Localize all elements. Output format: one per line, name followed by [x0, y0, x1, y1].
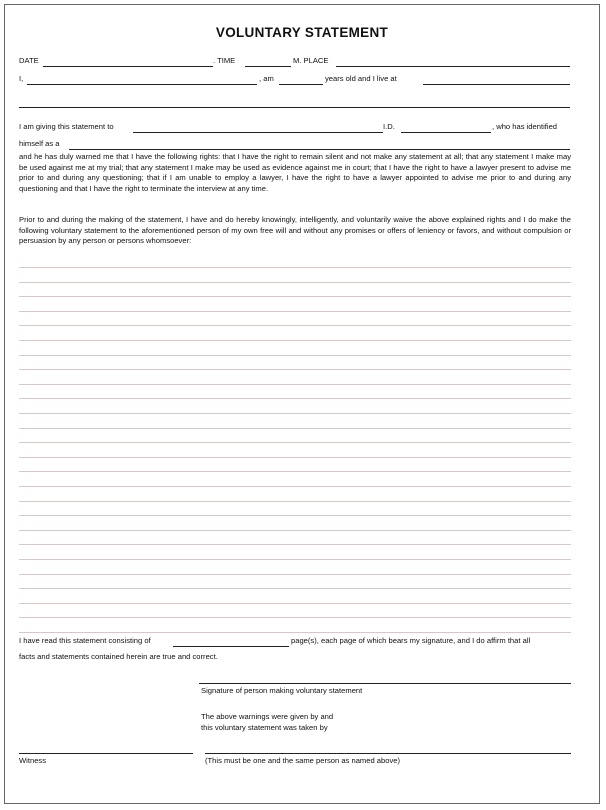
mplace-label: M. PLACE [293, 56, 329, 65]
statement-line[interactable] [19, 530, 571, 531]
years-old-label: years old and I live at [325, 74, 397, 83]
date-field[interactable] [43, 66, 213, 67]
age-field[interactable] [279, 84, 323, 85]
who-identified-label: , who has identified [492, 122, 558, 131]
statement-line[interactable] [19, 486, 571, 487]
i-label: I, [19, 74, 24, 83]
signature-label: Signature of person making voluntary statement [201, 686, 363, 695]
read-statement-line2: facts and statements contained herein are true and correct. [19, 652, 218, 661]
statement-line[interactable] [19, 617, 571, 618]
statement-form [4, 4, 600, 804]
id-label: I.D. [383, 122, 395, 131]
statement-line[interactable] [19, 574, 571, 575]
statement-line[interactable] [19, 311, 571, 312]
statement-line[interactable] [19, 428, 571, 429]
statement-line[interactable] [19, 267, 571, 268]
statement-line[interactable] [19, 501, 571, 502]
statement-line[interactable] [19, 398, 571, 399]
statement-line[interactable] [19, 544, 571, 545]
officer-name-field[interactable] [133, 132, 383, 133]
statement-line[interactable] [19, 471, 571, 472]
officer-title-field[interactable] [69, 149, 570, 150]
statement-line[interactable] [19, 632, 571, 633]
warnings-line2: this voluntary statement was taken by [201, 723, 328, 732]
statement-line[interactable] [19, 559, 571, 560]
same-person-note: (This must be one and the same person as named above) [205, 756, 401, 765]
signature-field[interactable] [199, 683, 571, 684]
himself-as-label: himself as a [19, 139, 60, 148]
statement-line[interactable] [19, 442, 571, 443]
statement-line[interactable] [19, 369, 571, 370]
waiver-paragraph: Prior to and during the making of the statement, I have and do hereby knowingly, intelligently, and voluntarily waive the above explained rights and I do make the following voluntary statement to the aforementioned person of my own free will and without any promises or offers of leniency or favors, and without compulsion or persuasion by any person or persons whomsoever: [19, 215, 571, 246]
witness-label: Witness [19, 756, 47, 765]
statement-line[interactable] [19, 355, 571, 356]
statement-line[interactable] [19, 384, 571, 385]
time-field[interactable] [245, 66, 291, 67]
statement-line[interactable] [19, 515, 571, 516]
time-label: . TIME [213, 56, 236, 65]
statement-line[interactable] [19, 457, 571, 458]
statement-line[interactable] [19, 325, 571, 326]
statement-line[interactable] [19, 413, 571, 414]
rights-paragraph: and he has duly warned me that I have the following rights: that I have the right to remain silent and not make any statement at all; that any statement I make may be used against me at my trial; that any statement I make may be used as evidence against me in court; that I have the right to have a lawyer present to advise me prior to and during any questioning; that if I am unable to employ a lawyer, I have the right to have a lawyer appointed to advise me prior to and during any questioning and that I have the right to terminate the interview at any time. [19, 152, 571, 193]
warnings-line1: The above warnings were given by and [201, 712, 334, 721]
name-field[interactable] [27, 84, 257, 85]
id-field[interactable] [401, 132, 491, 133]
statement-line[interactable] [19, 588, 571, 589]
statement-line[interactable] [19, 603, 571, 604]
am-label: , am [259, 74, 274, 83]
statement-line[interactable] [19, 296, 571, 297]
statement-line[interactable] [19, 340, 571, 341]
address-field[interactable] [423, 84, 570, 85]
statement-line[interactable] [19, 282, 571, 283]
form-title: VOLUNTARY STATEMENT [215, 25, 389, 40]
read-statement-suffix: page(s), each page of which bears my signature, and I do affirm that all [291, 636, 531, 645]
officer-signature-field[interactable] [205, 753, 571, 754]
witness-signature-field[interactable] [19, 753, 193, 754]
giving-statement-label: I am giving this statement to [19, 122, 114, 131]
page-count-field[interactable] [173, 646, 289, 647]
read-statement-prefix: I have read this statement consisting of [19, 636, 151, 645]
date-label: DATE [19, 56, 39, 65]
address-continuation-field[interactable] [19, 107, 570, 108]
place-field[interactable] [336, 66, 570, 67]
